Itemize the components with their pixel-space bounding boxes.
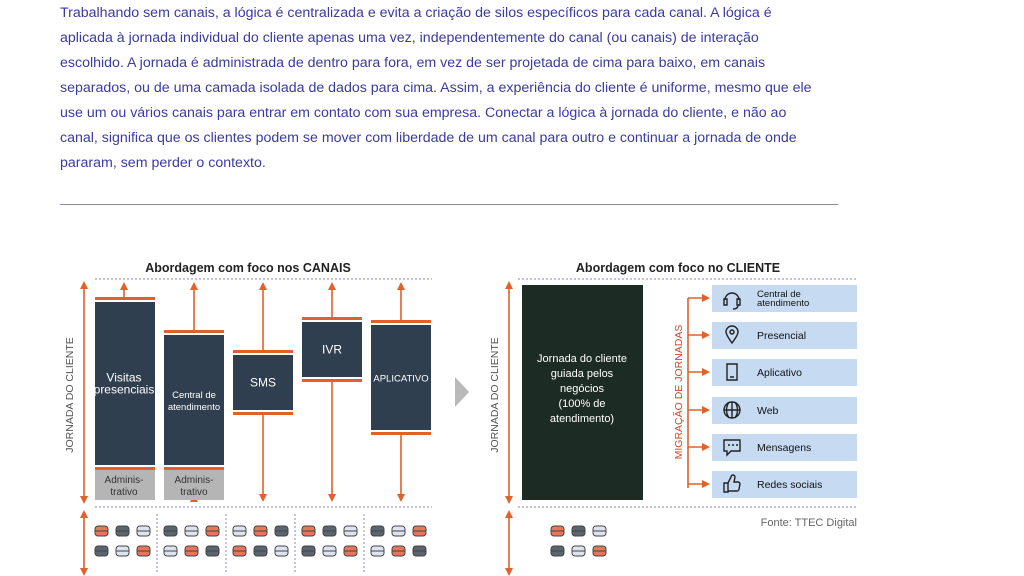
channel-label: IVR (321, 342, 343, 357)
left-figure-title: Abordagem com foco nos CANAIS (145, 261, 351, 275)
transition-arrow-icon (455, 377, 469, 407)
customer-journey-label: negócios (559, 383, 605, 395)
channel-top-cap (164, 330, 224, 333)
right-figure-title: Abordagem com foco no CLIENTE (575, 261, 781, 275)
right-channel-label: Aplicativo (757, 367, 802, 379)
channel-label: presenciais (93, 382, 155, 397)
right-channel-label: Web (757, 405, 779, 417)
customer-journey-label: guiada pelos (550, 368, 614, 380)
channel-top-cap (233, 350, 293, 353)
right-channel-label: Mensagens (757, 442, 812, 454)
channel-bottom-cap (95, 467, 155, 470)
channel-label: atendimento (167, 402, 221, 413)
channel-bottom-cap (164, 467, 224, 470)
channel-label: APLICATIVO (373, 373, 429, 385)
right-journey-axis-label: JORNADA DO CLIENTE (489, 337, 501, 453)
admin-label: trativo (180, 487, 208, 498)
customer-journey-label: Jornada do cliente (537, 353, 627, 365)
right-channel-label: Presencial (757, 330, 807, 342)
channel-top-cap (371, 320, 431, 323)
channel-bottom-cap (302, 379, 362, 382)
channel-label: Visitas (106, 370, 142, 385)
body-paragraph: Trabalhando sem canais, a lógica é centralizada e evita a criação de silos específicos para cada canal. A lógica é aplicada à jornada individual do cliente apenas uma vez, independentemente do canal (ou canais) de interação escolhido. A jornada é administrada de dentro para fora, em vez de ser projetada de cima para baixo, em canais separados, ou de uma camada isolada de dados para cima. Assim, a experiência do cliente é uniforme, mesmo que ele use um ou vários canais para entrar em contato com sua empresa. Conectar a lógica à jornada do cliente, e não ao canal, significa que os clientes podem se mover com liberdade de um canal para outro e continuar a jornada de onde pararam, sem perder o contexto. (60, 5, 812, 171)
right-channel-label: Central de (757, 289, 801, 300)
left-journey-axis-label: JORNADA DO CLIENTE (64, 337, 76, 453)
channel-top-cap (302, 317, 362, 320)
channel-label: Central de (172, 390, 216, 401)
right-channel-label: Redes sociais (757, 479, 823, 491)
channel-top-cap (95, 297, 155, 300)
globe-icon-shape (724, 402, 740, 418)
right-channel-label: atendimento (757, 298, 810, 309)
migration-label: MIGRAÇÃO DE JORNADAS (673, 324, 685, 460)
admin-label: Adminis- (174, 475, 214, 486)
globe-icon (724, 402, 740, 418)
admin-label: trativo (110, 487, 138, 498)
channel-label: SMS (249, 375, 277, 390)
channel-bottom-cap (371, 432, 431, 435)
customer-journey-label: (100% de (558, 398, 606, 410)
channel-bottom-cap (233, 412, 293, 415)
admin-label: Adminis- (104, 475, 144, 486)
figure-source: Fonte: TTEC Digital (760, 517, 857, 529)
customer-journey-label: atendimento) (549, 413, 615, 425)
